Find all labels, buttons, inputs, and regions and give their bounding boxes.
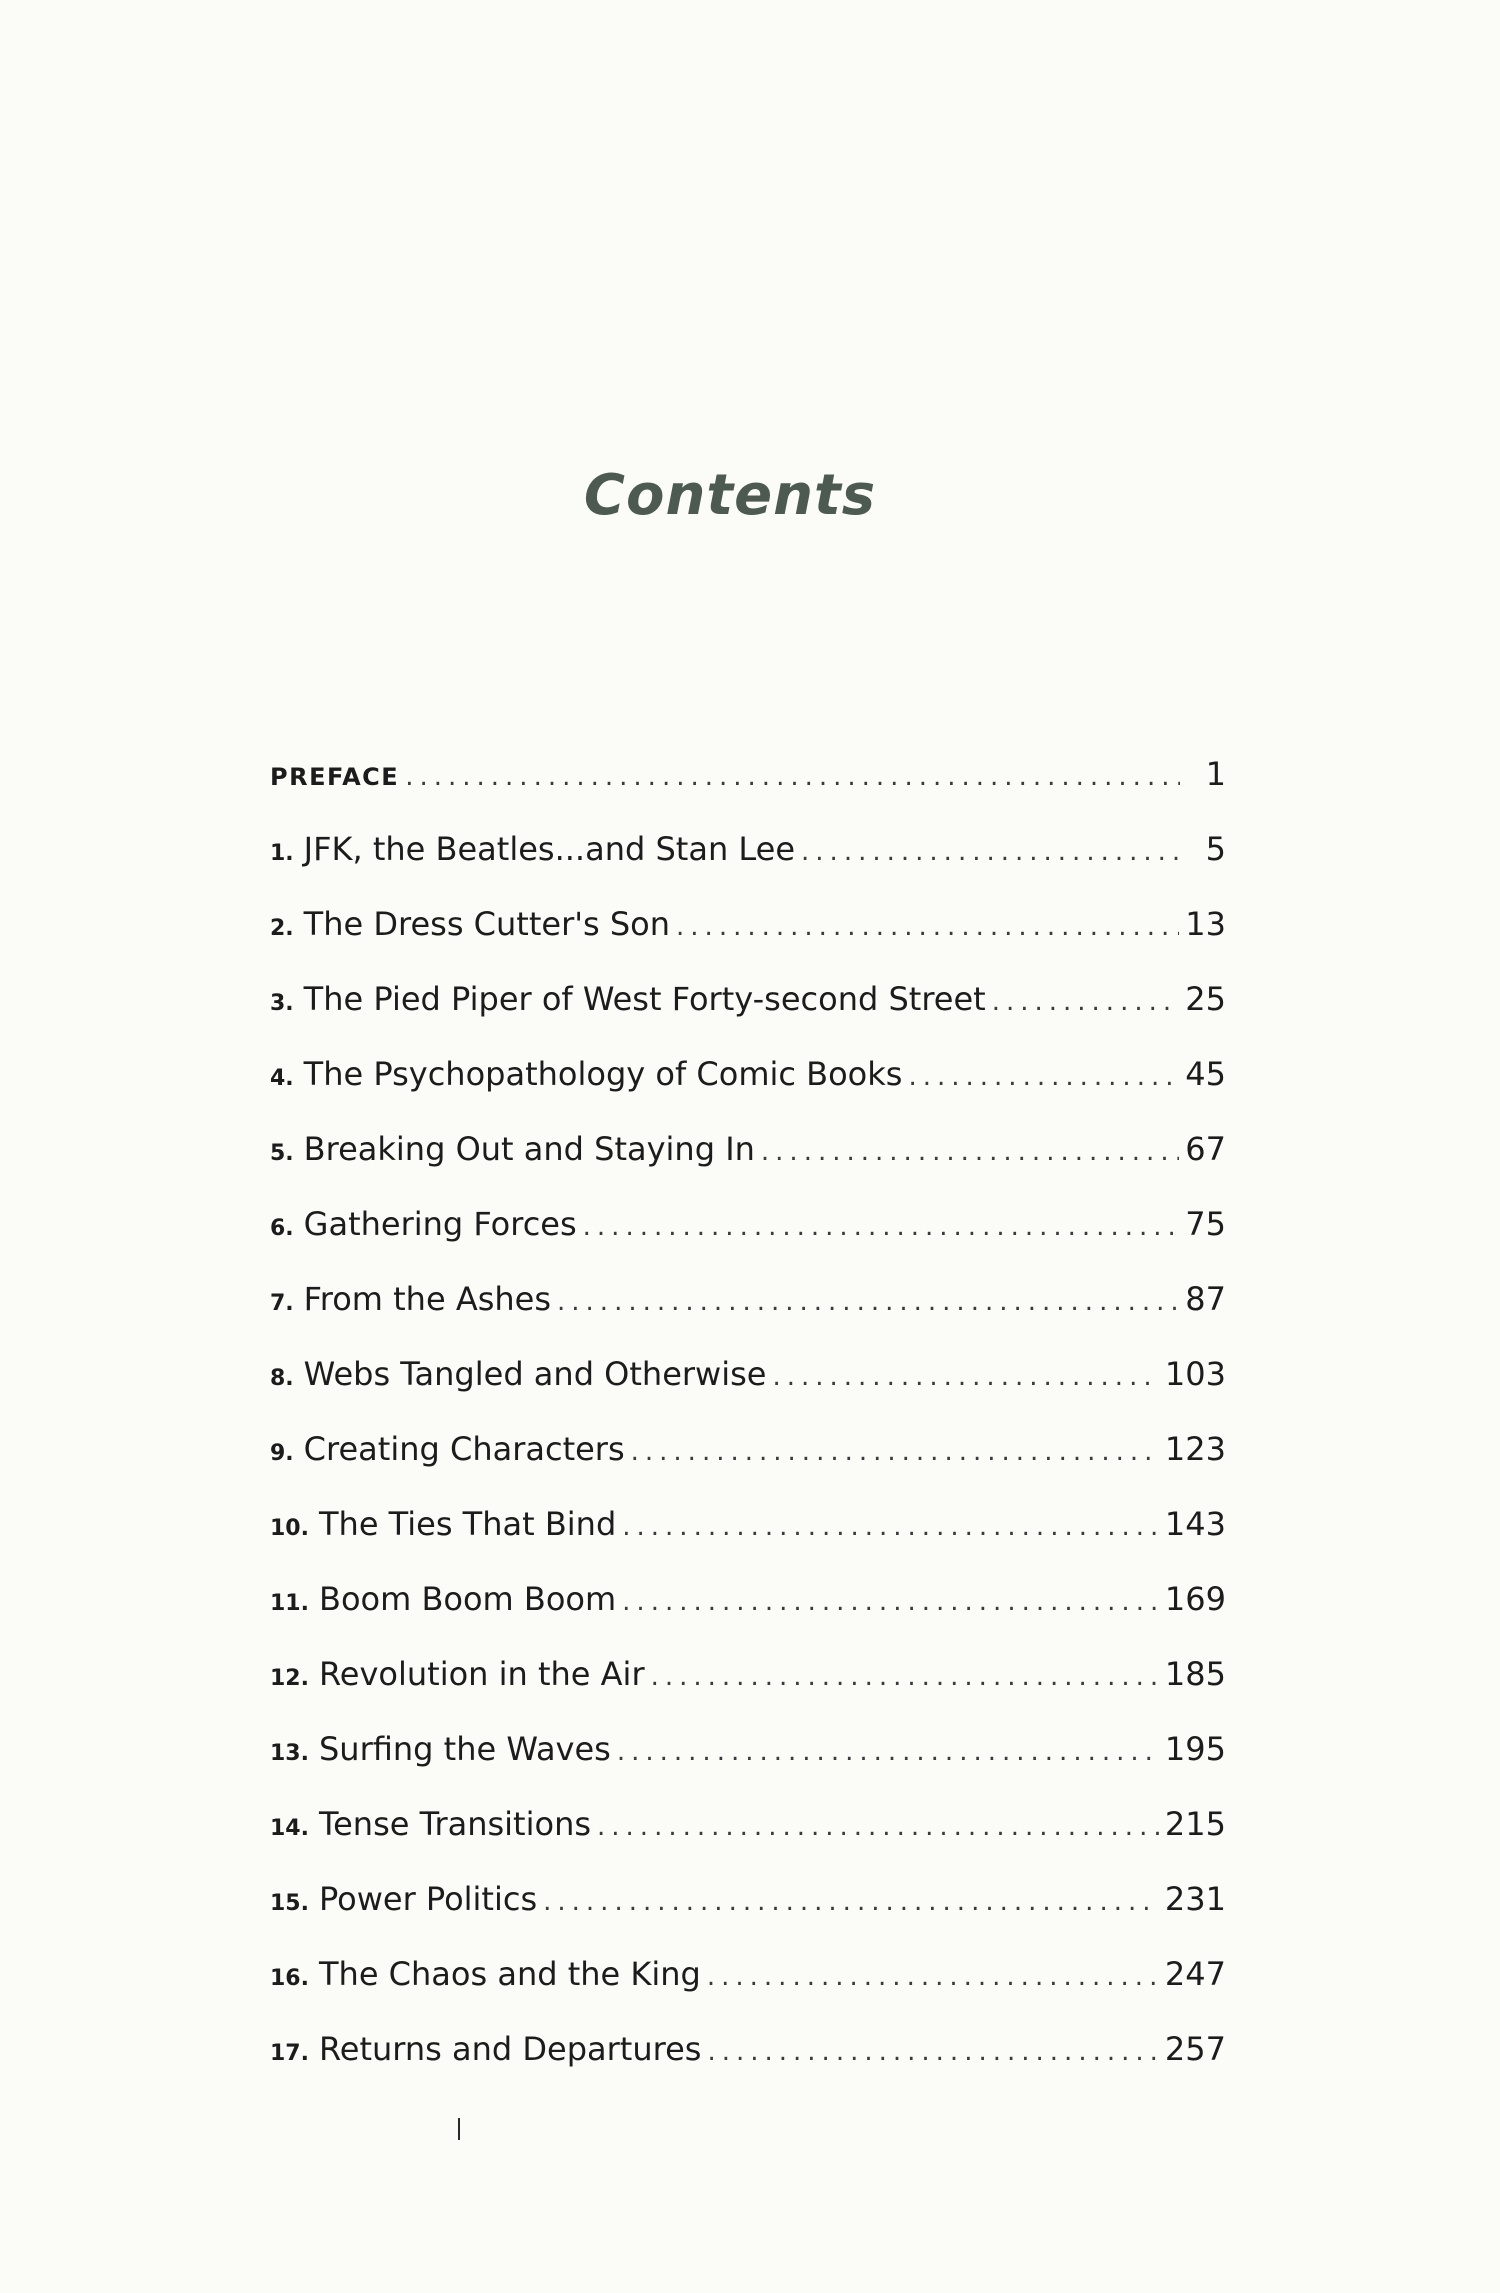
toc-entry[interactable] xyxy=(270,1730,1226,1805)
toc-entry-page: 1 xyxy=(1205,755,1226,793)
toc-entry-page: 123 xyxy=(1164,1430,1226,1468)
toc-entry-number: 9. xyxy=(270,1441,294,1466)
toc-entry-title: Returns and Departures xyxy=(318,2030,702,2068)
dot-leader xyxy=(992,987,1180,1017)
table-of-contents xyxy=(270,755,1226,2105)
toc-entry-page: 13 xyxy=(1185,905,1226,943)
toc-entry-number: 17. xyxy=(270,2041,309,2066)
toc-entry[interactable] xyxy=(270,1130,1226,1205)
toc-entry[interactable] xyxy=(270,1205,1226,1280)
toc-entry-page: 143 xyxy=(1164,1505,1226,1543)
toc-entry-number: 2. xyxy=(270,916,294,941)
toc-entry[interactable] xyxy=(270,1505,1226,1580)
toc-entry[interactable] xyxy=(270,1805,1226,1880)
toc-entry-number: 16. xyxy=(270,1966,309,1991)
toc-entry-title: Revolution in the Air xyxy=(318,1655,645,1693)
toc-entry-page: 231 xyxy=(1164,1880,1226,1918)
toc-entry-number: 12. xyxy=(270,1666,309,1691)
toc-entry-page: 87 xyxy=(1185,1280,1226,1318)
toc-entry-number: 15. xyxy=(270,1891,309,1916)
toc-entry[interactable] xyxy=(270,1355,1226,1430)
dot-leader xyxy=(622,1512,1159,1542)
toc-entry-page: 247 xyxy=(1164,1955,1226,1993)
toc-entry-number: 3. xyxy=(270,991,294,1016)
toc-entry-preface[interactable] xyxy=(270,755,1226,830)
toc-entry-page: 103 xyxy=(1164,1355,1226,1393)
toc-entry-page: 195 xyxy=(1164,1730,1226,1768)
dot-leader xyxy=(772,1362,1158,1392)
toc-entry-title: The Chaos and the King xyxy=(318,1955,701,1993)
toc-entry[interactable] xyxy=(270,1280,1226,1355)
scan-mark xyxy=(458,2118,460,2140)
toc-entry[interactable] xyxy=(270,830,1226,905)
toc-entry-number: 10. xyxy=(270,1516,309,1541)
dot-leader xyxy=(617,1737,1159,1767)
toc-entry-title: Power Politics xyxy=(318,1880,538,1918)
toc-entry-title: Webs Tangled and Otherwise xyxy=(303,1355,767,1393)
dot-leader xyxy=(597,1812,1159,1842)
toc-entry-title: Tense Transitions xyxy=(318,1805,592,1843)
toc-entry-number: 5. xyxy=(270,1141,294,1166)
dot-leader xyxy=(908,1062,1179,1092)
toc-entry-title: Breaking Out and Staying In xyxy=(303,1130,755,1168)
toc-entry-number: 6. xyxy=(270,1216,294,1241)
toc-entry-page: 185 xyxy=(1164,1655,1226,1693)
toc-entry[interactable] xyxy=(270,1055,1226,1130)
toc-entry-title: Creating Characters xyxy=(303,1430,625,1468)
toc-entry-number: 1. xyxy=(270,841,294,866)
toc-entry[interactable] xyxy=(270,980,1226,1055)
toc-entry[interactable] xyxy=(270,1580,1226,1655)
toc-entry-page: 257 xyxy=(1164,2030,1226,2068)
dot-leader xyxy=(405,762,1180,792)
toc-entry-title: From the Ashes xyxy=(303,1280,552,1318)
dot-leader xyxy=(557,1287,1179,1317)
toc-entry-title: Boom Boom Boom xyxy=(318,1580,617,1618)
toc-entry[interactable] xyxy=(270,1880,1226,1955)
toc-entry-page: 45 xyxy=(1185,1055,1226,1093)
dot-leader xyxy=(651,1662,1159,1692)
toc-entry-page: 5 xyxy=(1205,830,1226,868)
dot-leader xyxy=(622,1587,1159,1617)
dot-leader xyxy=(543,1887,1159,1917)
dot-leader xyxy=(631,1437,1159,1467)
toc-entry-title: Gathering Forces xyxy=(303,1205,577,1243)
toc-entry-title: JFK, the Beatles...and Stan Lee xyxy=(303,830,796,868)
toc-entry-page: 169 xyxy=(1164,1580,1226,1618)
dot-leader xyxy=(676,912,1179,942)
toc-entry-title: The Dress Cutter's Son xyxy=(303,905,671,943)
toc-entry[interactable] xyxy=(270,2030,1226,2105)
dot-leader xyxy=(761,1137,1179,1167)
toc-entry[interactable] xyxy=(270,905,1226,980)
page-title: Contents xyxy=(583,462,877,528)
toc-entry-title: The Ties That Bind xyxy=(318,1505,617,1543)
toc-entry-page: 75 xyxy=(1185,1205,1226,1243)
toc-entry[interactable] xyxy=(270,1655,1226,1730)
dot-leader xyxy=(583,1212,1180,1242)
toc-entry-title: PREFACE xyxy=(270,763,400,791)
toc-entry-title: The Psychopathology of Comic Books xyxy=(303,1055,903,1093)
dot-leader xyxy=(707,2037,1158,2067)
dot-leader xyxy=(801,837,1180,867)
toc-entry-page: 25 xyxy=(1185,980,1226,1018)
toc-entry-page: 215 xyxy=(1164,1805,1226,1843)
toc-entry-number: 14. xyxy=(270,1816,309,1841)
toc-entry-number: 8. xyxy=(270,1366,294,1391)
toc-entry-title: The Pied Piper of West Forty-second Street xyxy=(303,980,986,1018)
toc-entry[interactable] xyxy=(270,1955,1226,2030)
toc-entry-number: 4. xyxy=(270,1066,294,1091)
toc-entry-number: 13. xyxy=(270,1741,309,1766)
toc-entry-title: Surfing the Waves xyxy=(318,1730,611,1768)
toc-entry-page: 67 xyxy=(1185,1130,1226,1168)
toc-entry-number: 7. xyxy=(270,1291,294,1316)
toc-entry[interactable] xyxy=(270,1430,1226,1505)
dot-leader xyxy=(707,1962,1159,1992)
toc-entry-number: 11. xyxy=(270,1591,309,1616)
